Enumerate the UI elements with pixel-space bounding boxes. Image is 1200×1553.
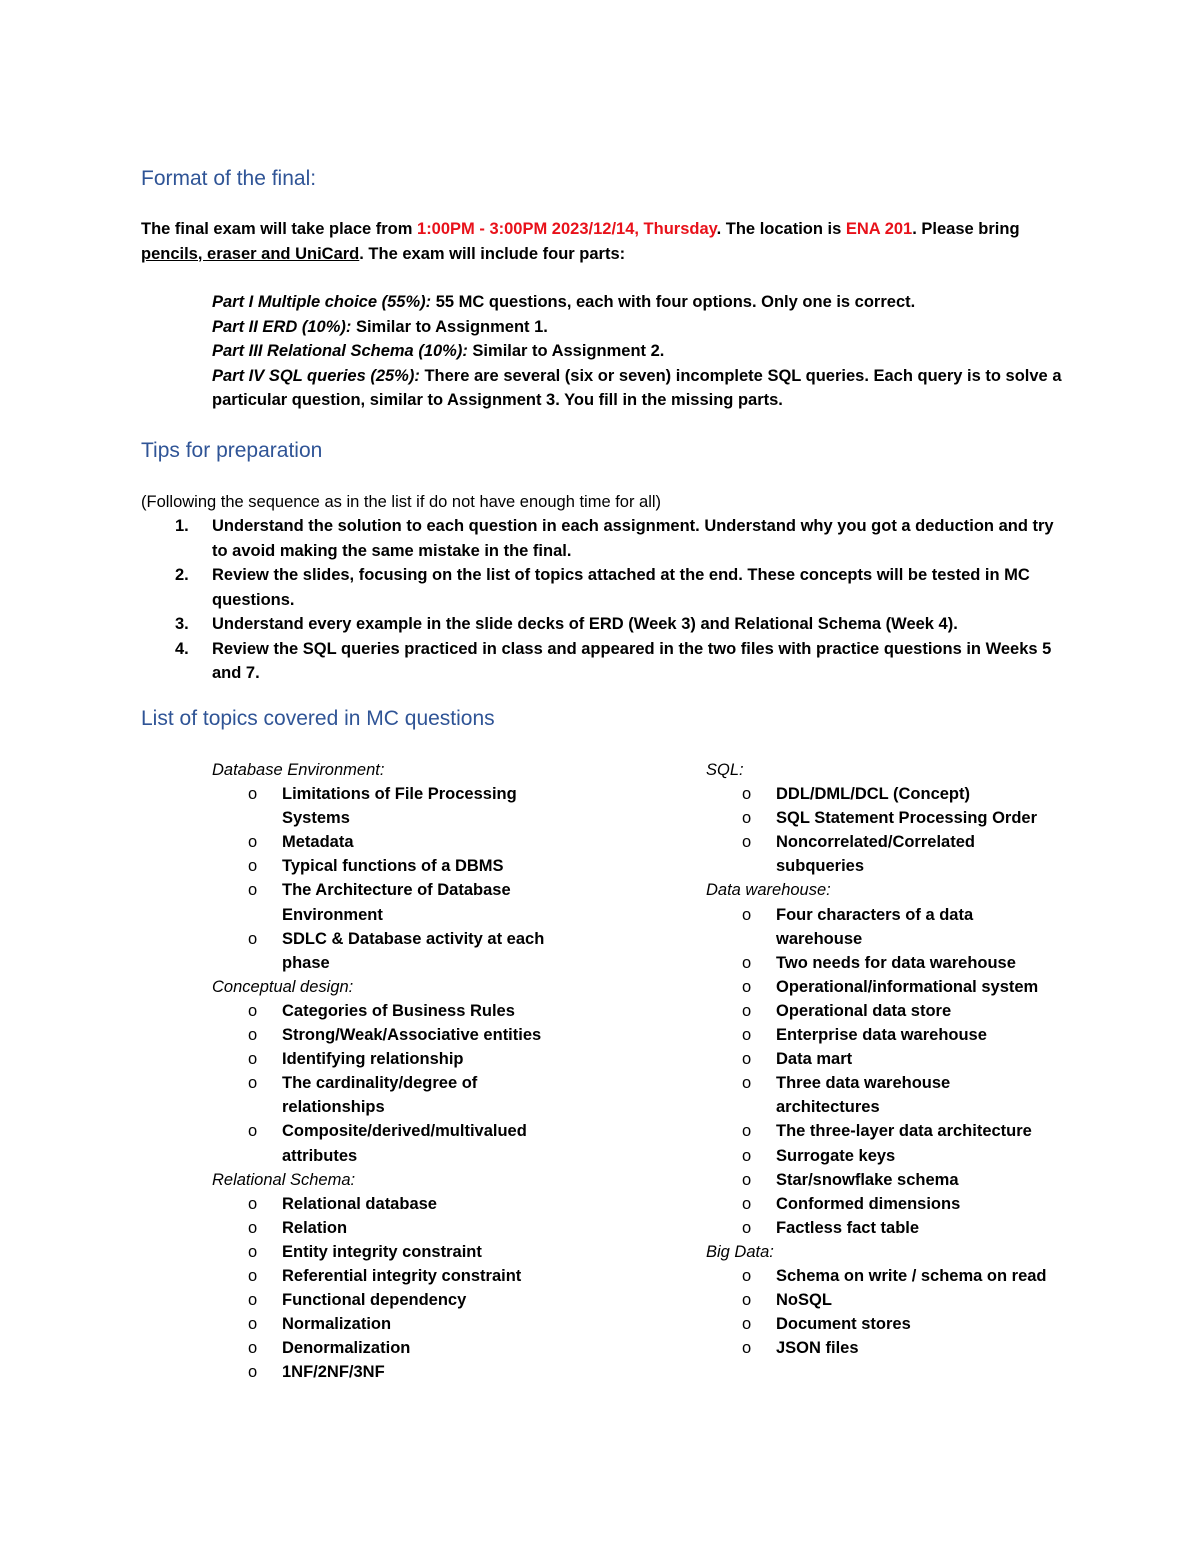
topic-text: Relation xyxy=(282,1218,348,1237)
bullet-icon: o xyxy=(742,1001,752,1020)
tip-item xyxy=(141,612,1071,637)
bullet-icon: o xyxy=(248,857,258,876)
bullet-icon: o xyxy=(248,1242,258,1261)
topic-item xyxy=(212,1071,552,1119)
tip-item xyxy=(141,637,1071,686)
topic-text: Limitations of File Processing Systems xyxy=(282,785,517,828)
topic-category-conceptual-design: Conceptual design: xyxy=(212,977,354,996)
topic-item xyxy=(706,1119,1056,1143)
topic-item xyxy=(212,1047,552,1071)
bullet-icon: o xyxy=(742,1218,752,1237)
topic-item xyxy=(212,1312,552,1336)
topic-category-database-environment: Database Environment: xyxy=(212,761,385,779)
bullet-icon: o xyxy=(248,1194,258,1213)
topic-text: NoSQL xyxy=(776,1291,832,1310)
bullet-icon: o xyxy=(742,1050,752,1069)
topic-item xyxy=(706,1071,1056,1119)
part-text: 55 MC questions, each with four options. Only one is correct. xyxy=(431,293,916,311)
topic-text: The Architecture of Database Environment xyxy=(282,881,511,924)
topic-item xyxy=(212,1336,552,1360)
tip-text: Understand the solution to each question in each assignment. Understand why you got a deduction and try to avoid making the same mistake in the final. xyxy=(212,517,1054,560)
bullet-icon: o xyxy=(248,1050,258,1069)
topic-text: Conformed dimensions xyxy=(776,1194,961,1213)
exam-part xyxy=(212,339,1072,364)
intro-text-3: . Please bring xyxy=(912,220,1020,238)
bullet-icon: o xyxy=(742,1315,752,1334)
topic-text: The cardinality/degree of relationships xyxy=(282,1074,478,1117)
bullet-icon: o xyxy=(742,1122,752,1141)
topic-item xyxy=(212,854,552,878)
intro-text-4: . The exam will include four parts: xyxy=(359,244,626,263)
exam-time: 1:00PM - 3:00PM 2023/12/14, Thursday xyxy=(417,220,717,238)
topic-text: Three data warehouse architectures xyxy=(776,1074,951,1117)
tip-item xyxy=(141,514,1071,563)
topic-item xyxy=(706,1047,1056,1071)
topic-text: Two needs for data warehouse xyxy=(776,953,1016,972)
topic-text: Functional dependency xyxy=(282,1291,467,1310)
topic-text: Operational data store xyxy=(776,1001,952,1020)
tip-number: 4. xyxy=(175,639,189,658)
topic-item xyxy=(706,782,1056,806)
topic-item xyxy=(212,1240,552,1264)
topic-text: Metadata xyxy=(282,833,354,852)
topic-item xyxy=(212,1023,552,1047)
bullet-icon: o xyxy=(248,1218,258,1237)
bullet-icon: o xyxy=(742,977,752,996)
topic-category-big-data: Big Data: xyxy=(706,1242,774,1261)
topic-text: SQL Statement Processing Order xyxy=(776,809,1038,828)
bullet-icon: o xyxy=(742,1266,752,1285)
topic-category-data-warehouse: Data warehouse: xyxy=(706,881,831,900)
bullet-icon: o xyxy=(248,1339,258,1358)
tip-text: Understand every example in the slide decks of ERD (Week 3) and Relational Schema (Week 4). xyxy=(212,615,958,633)
topic-text: Typical functions of a DBMS xyxy=(282,857,504,876)
topic-item xyxy=(706,1216,1056,1240)
bullet-icon: o xyxy=(248,929,258,948)
topic-text: Referential integrity constraint xyxy=(282,1266,522,1285)
exam-intro-paragraph xyxy=(141,217,1071,266)
tip-text: Review the slides, focusing on the list of topics attached at the end. These concepts will be tested in MC questions. xyxy=(212,566,1030,609)
exam-part xyxy=(212,364,1072,413)
tip-number: 1. xyxy=(175,517,189,535)
format-heading: Format of the final: xyxy=(141,167,317,190)
bullet-icon: o xyxy=(742,953,752,972)
topic-text: 1NF/2NF/3NF xyxy=(282,1363,385,1382)
tip-text: Review the SQL queries practiced in class and appeared in the two files with practice questions in Weeks 5 and 7. xyxy=(212,639,1052,682)
topic-item xyxy=(706,1023,1056,1047)
topic-item xyxy=(706,1288,1056,1312)
bullet-icon: o xyxy=(742,1291,752,1310)
topic-item xyxy=(706,1312,1056,1336)
bullet-icon: o xyxy=(742,1194,752,1213)
topic-item xyxy=(212,1264,552,1288)
tips-heading: Tips for preparation xyxy=(141,439,323,462)
topic-text: DDL/DML/DCL (Concept) xyxy=(776,785,971,804)
topic-text: Noncorrelated/Correlated subqueries xyxy=(776,833,975,876)
topics-heading: List of topics covered in MC questions xyxy=(141,707,495,730)
topic-list xyxy=(706,903,1076,1240)
topic-text: SDLC & Database activity at each phase xyxy=(282,929,545,972)
topic-text: Document stores xyxy=(776,1315,911,1334)
topic-list xyxy=(212,1192,572,1385)
part-label: Part I Multiple choice (55%): xyxy=(212,293,432,311)
bullet-icon: o xyxy=(248,1026,258,1045)
exam-part xyxy=(212,315,1072,340)
topic-item xyxy=(212,1288,552,1312)
bullet-icon: o xyxy=(742,1170,752,1189)
topic-item xyxy=(212,999,552,1023)
topic-item xyxy=(212,782,552,830)
bullet-icon: o xyxy=(248,881,258,900)
exam-parts xyxy=(212,290,1072,413)
topic-text: Star/snowflake schema xyxy=(776,1170,959,1189)
topic-item xyxy=(706,975,1056,999)
tips-note: (Following the sequence as in the list if do not have enough time for all) xyxy=(141,493,662,511)
topic-text: Four characters of a data warehouse xyxy=(776,905,974,948)
topic-item xyxy=(706,1168,1056,1192)
topic-item xyxy=(212,927,552,975)
topics-right-column xyxy=(706,758,1076,1360)
required-items: pencils, eraser and UniCard xyxy=(141,244,360,263)
topic-text: Denormalization xyxy=(282,1339,411,1358)
part-label: Part IV SQL queries (25%): xyxy=(212,366,420,385)
topic-text: Strong/Weak/Associative entities xyxy=(282,1026,542,1045)
topic-item xyxy=(706,1336,1056,1360)
part-label: Part II ERD (10%): xyxy=(212,317,352,336)
tip-number: 2. xyxy=(175,566,189,584)
topic-item xyxy=(212,1192,552,1216)
topic-text: JSON files xyxy=(776,1339,859,1358)
topic-text: Operational/informational system xyxy=(776,977,1039,996)
bullet-icon: o xyxy=(742,809,752,828)
topic-text: Entity integrity constraint xyxy=(282,1242,482,1261)
bullet-icon: o xyxy=(248,1122,258,1141)
bullet-icon: o xyxy=(248,1363,258,1382)
topic-list xyxy=(212,999,572,1168)
topic-text: Categories of Business Rules xyxy=(282,1001,515,1020)
bullet-icon: o xyxy=(742,833,752,852)
part-text: Similar to Assignment 1. xyxy=(351,317,548,336)
topics-left-column xyxy=(212,758,572,1384)
exam-part xyxy=(212,290,1072,315)
topic-item xyxy=(706,1144,1056,1168)
tip-item xyxy=(141,563,1071,612)
bullet-icon: o xyxy=(742,785,752,804)
topic-item xyxy=(212,830,552,854)
topic-text: Composite/derived/multivalued attributes xyxy=(282,1122,527,1165)
topic-text: The three-layer data architecture xyxy=(776,1122,1032,1141)
exam-location: ENA 201 xyxy=(845,220,913,238)
part-text: There are several (six or seven) incomplete SQL queries. Each query is to solve a particular question, similar to Assignment 3. You fill in the missing parts. xyxy=(212,366,1062,409)
intro-text-2: . The location is xyxy=(716,220,846,238)
topic-item xyxy=(706,903,1056,951)
tips-list xyxy=(141,514,1071,686)
bullet-icon: o xyxy=(248,1291,258,1310)
topic-text: Surrogate keys xyxy=(776,1146,896,1165)
topic-item xyxy=(706,951,1056,975)
topic-item xyxy=(706,1264,1056,1288)
topic-text: Identifying relationship xyxy=(282,1050,464,1069)
topic-list xyxy=(706,782,1076,878)
topic-item xyxy=(706,806,1056,830)
topic-text: Enterprise data warehouse xyxy=(776,1026,987,1045)
topic-item xyxy=(212,1216,552,1240)
part-text: Similar to Assignment 2. xyxy=(467,342,665,360)
bullet-icon: o xyxy=(742,1146,752,1165)
topic-text: Normalization xyxy=(282,1315,392,1334)
bullet-icon: o xyxy=(248,1001,258,1020)
bullet-icon: o xyxy=(742,1026,752,1045)
bullet-icon: o xyxy=(742,905,752,924)
topic-text: Relational database xyxy=(282,1194,437,1213)
topic-category-relational-schema: Relational Schema: xyxy=(212,1170,356,1189)
part-label: Part III Relational Schema (10%): xyxy=(212,342,468,360)
topic-item xyxy=(212,1119,552,1167)
intro-text-1: The final exam will take place from xyxy=(141,220,418,238)
bullet-icon: o xyxy=(248,1266,258,1285)
topic-list xyxy=(212,782,572,975)
topic-item xyxy=(706,999,1056,1023)
topic-text: Schema on write / schema on read xyxy=(776,1266,1047,1285)
topic-item xyxy=(706,1192,1056,1216)
bullet-icon: o xyxy=(742,1074,752,1093)
topic-item xyxy=(212,878,552,926)
topic-text: Data mart xyxy=(776,1050,853,1069)
topic-item xyxy=(212,1360,552,1384)
bullet-icon: o xyxy=(248,1315,258,1334)
topic-item xyxy=(706,830,1056,878)
bullet-icon: o xyxy=(248,1074,258,1093)
topic-text: Factless fact table xyxy=(776,1218,920,1237)
tip-number: 3. xyxy=(175,615,189,633)
bullet-icon: o xyxy=(742,1339,752,1358)
topic-category-sql: SQL: xyxy=(706,761,744,779)
bullet-icon: o xyxy=(248,833,258,852)
topic-list xyxy=(706,1264,1076,1360)
bullet-icon: o xyxy=(248,785,258,804)
